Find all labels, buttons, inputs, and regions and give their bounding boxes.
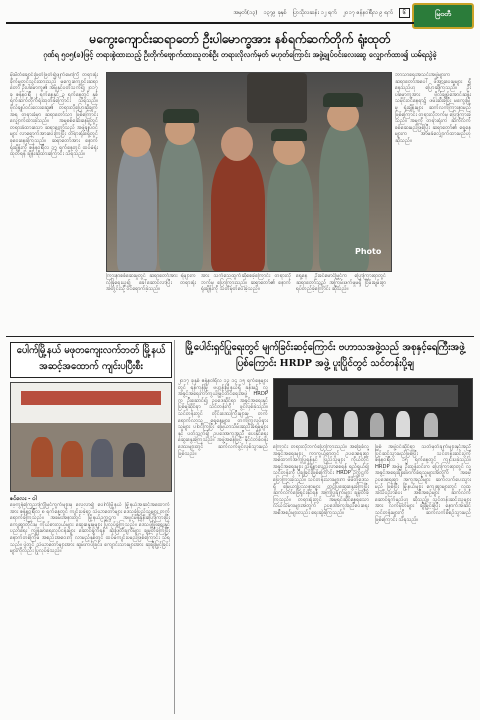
photo-credit: Photo <box>355 247 382 256</box>
lead-photo <box>106 72 392 272</box>
story3-column-2: ကြောင်း တရားလိုဘက်ပြောကြားသည်။ အခြေခံလူ့အခွင့်အရေးများ ကာကွယ်ရာတွင် ဥပဒေရေးရာ အထောက်အကူပြုရန်နှင့် ပြည်သူများ ကိုယ်တိုင် အခွင့်အရေးများ သိရှိနားလည်လာစေရန် ရည်ရွယ်၍ သင်တန်းကို ပို့ချခြင်းဖြစ်ကြောင်း HRDP ဥက္ကဋ္ဌက ပြောကြားခဲ့သည်။ သင်တန်းသားများက မိမိတို့ဒေသရှိ မြေယာပြဿနာများ တင်ပြဆွေးနွေးခဲ့ကြပြီး ဆက်လက်ဖြေရှင်းနိုင်ရန် အကြံပြုချက်များ ချမှတ်ခဲ့ကြသည်။ တရားရုံးတွင် အမှုရင်ဆိုင်နေရသော လယ်သမားများအတွက် ဥပဒေအကူအညီပေးရေး အစီအစဉ်များလည်း ရေးဆွဲခဲ့ကြသည်။ <box>273 444 369 516</box>
lunar-date: ပြာသိုလဆန်း ၁၂ ရက် <box>292 10 337 16</box>
story3-photo <box>273 378 473 440</box>
lead-subheadline: ဂုဏ်ရ ၅၀၅(ခ)ဖြင့် တရားစွဲထားသည့် ဦးတိုက်ဗျောက်ထားသူတစ်ဦး တရားလိုလက်မှတ် မဟုတ်ကြောင်း အဖွဲ့ချုပ်ဝင်းလေးဆွေ လျှောက်ထား၍ ယမ်ရသွဲခဲ့ <box>43 50 437 59</box>
column-divider <box>174 340 175 714</box>
lead-continuation-col-1: ကြားနာစစ်ဆေးမှုတွင် ဆရာတော်အား ရဲများက လုံခြုံရေးယူ၍ ခေါ်ဆောင်လာပြီး တရားရုံးအတွင်းသို့ ဝင်ရောက်ခဲ့သည်။ <box>106 273 196 293</box>
header-rule <box>6 22 414 24</box>
issue-info-bar <box>227 6 410 20</box>
lead-continuation-col-3: ရှေ့နေ ဦးခင်မောင်မြင့်က ပြောကြားရာတွင် ဆရာတော်သည် အကြမ်းဖက်မှုမရှိ ငြိမ်းချမ်းစွာ ရပ်တည်ခဲ့ကြောင်း ဆိုသည်။ <box>296 273 386 293</box>
gregorian-date: ၂၀၁၇ ဇန်နဝါရီလ ၉ ရက် <box>342 10 393 16</box>
story2-body: ဖေ့ကွန်ကြေညာကြိုမြင်ကွက်များမှ လေ့လာ၍ ပေါက်မြို့နယ် မြို့နယ်အဆင့်အထောက်အား ဇန်နဝါရီလ ၈ ရက်နေ့တွင် ကျင်းပခဲ့ရာ သံဃာတော်များ ဒေသခံပြည်သူများ တက်ရောက်ခဲ့ကြသည်။ အခမ်းအနားတွင် မြို့နယ်ဥက္ကဋ္ဌက အဖွင့်မိန့်ခွန်းပြောကြားပြီး ကျေးရွာတိုင်းမှ ကိုယ်စားလှယ်များ ဆွေးနွေးမှုများ ပြုလုပ်ခဲ့ကြသည်။ ဒေသဖွံ့ဖြိုးရေးနှင့် ပညာရေး ကျန်းမာရေးလုပ်ငန်းများ ဆောင်ရွက်ရန် ဆုံးဖြတ်ချက်များ ချမှတ်ခဲ့ကြပြီး နောက်တစ်ကြိမ် အစည်းအဝေးကို လာမည့်နှစ်တွင် ထပ်မံကျင်းပမည်ဖြစ်ကြောင်း သိရသည်။ ပွဲတွင် သံဃာတော်များအား ဆွမ်းကပ်ခြင်း၊ ကျောင်းသားများအား ဆုချီးမြှင့်ခြင်းများကိုလည်း ပြုလုပ်ခဲ့သည်။ <box>10 502 170 555</box>
story2-headline: ပေါက်မြို့နယ် မဖုတကျေးလက်ဘတ် မြို့နယ်အဆင့်အထောက် ကျင်းပပြီးစီး <box>10 342 172 378</box>
lead-continuation-col-2: အား သက်သေထွက်ဆိုစေခဲ့ကြောင်း တရားလိုဘက်မှ ပြောကြားသည်။ ဆရာတော်၏ နောက်ရုံးချိန်းကို သတ်မှတ်ပေးခဲ့သည်။ <box>201 273 291 293</box>
issue-number: အမှတ်(၁၃) <box>233 10 258 16</box>
page-number: ၆ <box>399 8 410 18</box>
lead-headline: မကွေးကျောင်းဆရာတော် ဦးပါမောက္ခအား နစ်ရက်ဆက်တိုက် ရုံးထုတ် <box>89 32 391 46</box>
section-divider <box>6 336 474 337</box>
story3-column-1: ၂၀၁၇ ခုနှစ် ဇန်နဝါရီလ ၁၃ ၁၄ ၁၅ ရက်နေ့များတွင် ရန်ကုန်မြို့ ဗဟန်းမြို့နယ်ရှိ ခန်းမ၌ လူ့အခွင့်အရေးကာကွယ်မြှင့်တင်ရေးအဖွဲ့ HRDP က ဦးဆောင်၍ ဥပဒေဆိုင်ရာ အခွင့်အရေးနှင့် ပြစ်မှုဆိုင်ရာ သင်တန်းကို ဖွင့်လှစ်ခဲ့သည်။ သင်တန်းတွင် တိုင်းဒေသကြီးများမှ တက်ရောက်လာသူ ရှေ့နေများ၊ တက်ကြွလှုပ်ရှားသူများ ပါဝင်ကြပြီး မြေယာသိမ်းဆည်းခံရမှုများနှင့် ပတ်သက်၍ ဥပဒေအကူအညီ ပေးနိုင်ရေး ဆွေးနွေးခဲ့ကြသည်။ အဖွဲ့အနေဖြင့် နိုင်ငံတစ်ဝန်း ဒေသများတွင် ဆက်လက်ဖွင့်လှစ်သွားမည်ဖြစ်သည်။ <box>178 378 268 457</box>
lead-continuation <box>106 273 390 333</box>
story2-byline: ဇင်လေး - ဝါ <box>10 496 37 502</box>
burmese-year: ၁၃၇၉ ခုနှစ် <box>263 10 287 16</box>
story2-photo <box>10 382 172 492</box>
story3-headline: မြို့ပေါင်းရှင်ပြုရေးတွင် မျက်ခြင်းဆင့်ကြောင်း ဗဟာသအဖွဲ့သည် အစုနှင့်ရေကြီးအဖွဲ့ ပြစ်ကြောင်း HRDP အဖွဲ့ ပူးပြိုင်တွင် သင်တန်းပို့ချ <box>185 342 465 369</box>
lead-column-right: ဘာသာရေးအသင်းအဖွဲ့များက ဆရာတော်အပေါ် ဖိအားပေးမှုများ ရှိနေသည်ဟု ပြောဆိုကြသည်။ ဦးပါမောက္ခအား ဗိုလ်ချုပ်အောင်ဆန်းသမိုင်းဝင်နေရာ၌ ဖမ်းဆီးခဲ့ပြီး မကွေးမြို့မှ ရုံးချိန်းများ ဆက်လက်ကြားနာမည်ဖြစ်ကြောင်း တရားလိုဘက်မှ ပြောကြားခဲ့သည်။ အမှုကို တရားရုံးက ဆက်လက်စစ်ဆေးမည်ဖြစ်ပြီး ဆရာတော်၏ ရှေ့နေများက အာမခံလျှောက်ထားမည်ဟု ဆိုသည်။ <box>395 72 471 144</box>
lead-column-left: မိုးမိတ်ချောင်းဖြတ်ဖြတ်၍ဖျက်မောကြိ တရားရုံးခိုက်မှုတင်သွင်းထားသည့် မကွေးကျောင်းဆရာတော် ဦးပါမောက္ခ၏ အမှုနှင့်ပတ်သက်၍ ၂၀၁၇ ခု ဇန်နဝါရီ ၂ ရက်နေ့နှင့် ၃ ရက်နေ့တွင် နှစ်ရက်ဆက်တိုက်ရုံးထုတ်ခဲ့ကြောင်း သိရသည်။ ဗိုလ်ချုပ်ဝင်းလေးဆွေ၏ တရားလိုပြောဆိုချက်အရ တရားခံမှာ ဆရာတော်သာ ဖြစ်ကြောင်း လျှောက်ထားခဲ့သည်။ အမှုစစ်ဆေးနေမှုတွင် တရားခံထားသော ဆရာတော်သည် အဖွဲ့ချုပ်ဝင်များ လာရောက်အားပေးကြပြီး တရားရုံးရှေ့တွင် စုဝေးနေခဲ့ကြသည်။ ဆရာတော်အား နောက်ရုံးချိန်းကို ဇန်နဝါရီလ ၁၇ ရက်နေ့တွင် ထပ်မံရုံးထုတ်ရန် ချိန်းဆိုထားကြောင်း သိရသည်။ <box>10 72 98 158</box>
story3-column-3: ဖြစ် အဖွဲ့ဝင်ဆိုင်ရာ သတ်မှတ်ချက်များနှင့်အညီ ပြင်ဆင်သွားမည်ဖြစ်ပြီး သင်တန်းဆင်းပွဲကို ဇန်နဝါရီလ ၁၅ ရက်နေ့တွင် ကျင်းပခဲ့သည်။ HRDP အဖွဲ့မှ ဦးထွန်းဝင်းက ပြောကြားရာတွင် လူ့အခွင့်အရေးချိုးဖောက်ခံရသူများအတွက် အခမဲ့ဥပဒေရေးရာ အကူအညီများ ဆက်လက်ပေးသွားမည် ဖြစ်ပြီး မြို့နယ်များ ကျေးရွာများတွင် လူထုအသိပညာပေး အစီအစဉ်များ ဆက်လက်ဆောင်ရွက်မည်ဟု ဆိုသည်။ သင်တန်းဆင်းသူများအား လက်မှတ်များ ချီးမြှင့်ခဲ့ပြီး နောက်အဆင့် သင်တန်းများကို ဆက်လက်စီစဉ်သွားမည်ဖြစ်ကြောင်း သိရသည်။ <box>375 444 471 523</box>
masthead-logo: မြဝတီ <box>412 3 474 29</box>
